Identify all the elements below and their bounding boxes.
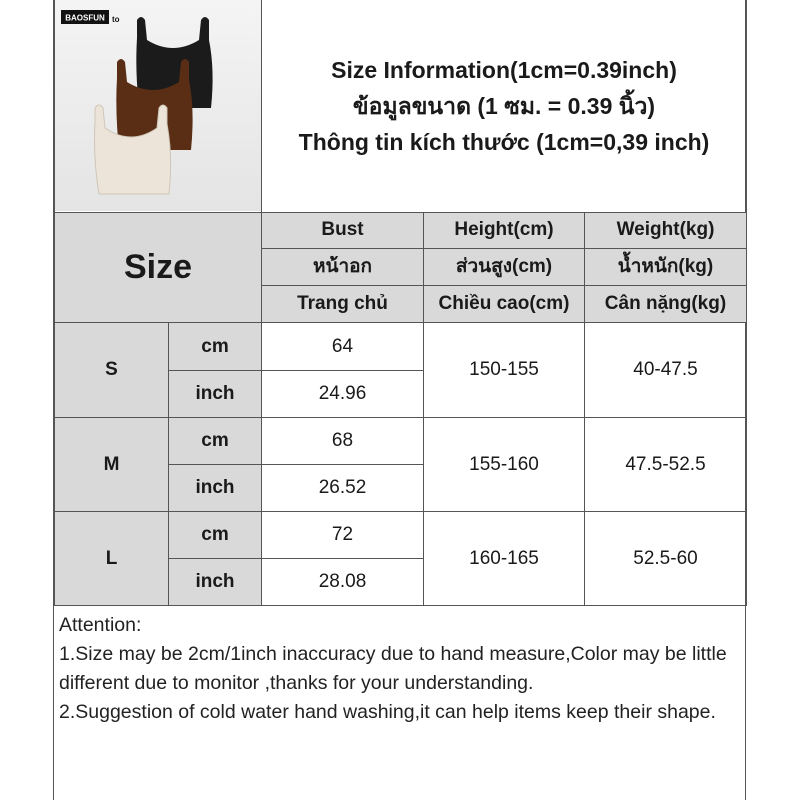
bust-inch-m: 26.52 xyxy=(261,464,424,512)
title-line-english: Size Information(1cm=0.39inch) xyxy=(331,57,677,83)
size-label-m: M xyxy=(54,417,169,512)
height-header-en: Height(cm) xyxy=(423,212,585,249)
bust-inch-l: 28.08 xyxy=(261,558,424,606)
weight-header-en: Weight(kg) xyxy=(584,212,747,249)
notes-heading: Attention: xyxy=(59,614,142,636)
height-header-th: ส่วนสูง(cm) xyxy=(423,248,585,286)
bust-cm-l: 72 xyxy=(261,511,424,559)
brand-logo-suffix: to xyxy=(112,15,120,24)
weight-header-vi: Cân nặng(kg) xyxy=(584,285,747,323)
brand-logo: BAOSFUN xyxy=(65,13,105,23)
bust-inch-s: 24.96 xyxy=(261,370,424,418)
note-item: 2.Suggestion of cold water hand washing,it can help items keep their shape. xyxy=(59,701,716,723)
unit-cm-m: cm xyxy=(168,417,262,465)
bust-cm-m: 68 xyxy=(261,417,424,465)
weight-header-th: น้ำหนัก(kg) xyxy=(584,248,747,286)
product-image xyxy=(55,0,261,211)
title-cell xyxy=(261,0,747,213)
bust-header-vi: Trang chủ xyxy=(261,285,424,323)
product-image-cell xyxy=(54,0,262,213)
size-label-s: S xyxy=(54,322,169,418)
size-label-l: L xyxy=(54,511,169,606)
height-header-vi: Chiều cao(cm) xyxy=(423,285,585,323)
unit-inch-l: inch xyxy=(168,558,262,606)
weight-m: 47.5-52.5 xyxy=(584,417,747,512)
unit-cm-l: cm xyxy=(168,511,262,559)
title-line-thai: ข้อมูลขนาด (1 ซม. = 0.39 นิ้ว) xyxy=(352,93,656,119)
unit-inch-m: inch xyxy=(168,464,262,512)
weight-s: 40-47.5 xyxy=(584,322,747,418)
bust-header-th: หน้าอก xyxy=(261,248,424,286)
note-item: 1.Size may be 2cm/1inch inaccuracy due to hand measure,Color may be little different due to monitor ,thanks for your understanding. xyxy=(59,643,727,694)
height-s: 150-155 xyxy=(423,322,585,418)
size-chart-sheet xyxy=(53,0,746,800)
weight-l: 52.5-60 xyxy=(584,511,747,606)
unit-inch-s: inch xyxy=(168,370,262,418)
height-m: 155-160 xyxy=(423,417,585,512)
size-header-label: Size xyxy=(123,248,193,286)
bust-cm-s: 64 xyxy=(261,322,424,371)
height-l: 160-165 xyxy=(423,511,585,606)
bust-header-en: Bust xyxy=(261,212,424,249)
unit-cm-s: cm xyxy=(168,322,262,371)
size-header-cell xyxy=(54,212,262,323)
attention-notes xyxy=(54,605,745,727)
title-line-vietnamese: Thông tin kích thước (1cm=0,39 inch) xyxy=(298,129,710,155)
